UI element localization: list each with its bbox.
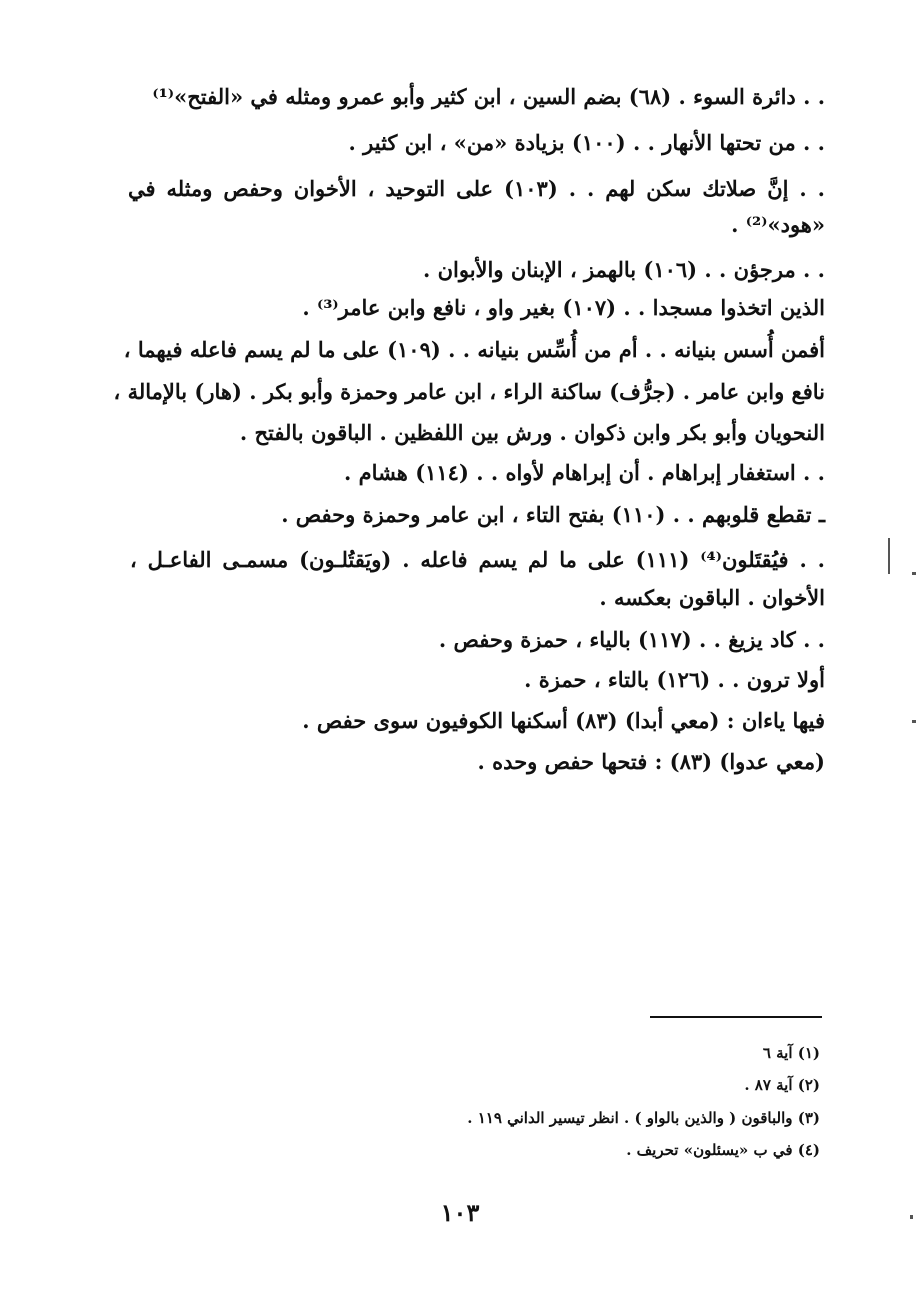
text-line: . . إنَّ صلاتك سكن لهم . . (١٠٣) على التوحيد ، الأخوان وحفص ومثله في: [128, 176, 825, 201]
text-line: نافع وابن عامر . (جرُّف) ساكنة الراء ، ابن عامر وحمزة وأبو بكر . (هار) بالإمالة ،: [113, 379, 825, 404]
text-line: «هود»⁽²⁾ .: [731, 212, 825, 237]
text-line: الذين اتخذوا مسجدا . . (١٠٧) بغير واو ، نافع وابن عامر⁽³⁾ .: [302, 295, 825, 320]
text-line: . . كاد يزيغ . . (١١٧) بالياء ، حمزة وحفص .: [438, 627, 825, 652]
text-line: . . فيُقتَلون⁽⁴⁾ (١١١) على ما لم يسم فاعله . (ويَقتُلـون) مسمـى الفاعـل ،: [130, 547, 825, 572]
footnote-separator: [650, 1016, 822, 1018]
text-line: (معي عدوا) (٨٣) : فتحها حفص وحده .: [477, 749, 825, 774]
footnote: (٢) آية ٨٧ .: [744, 1076, 820, 1094]
text-line: . . مرجؤن . . (١٠٦) بالهمز ، الإبنان والأبوان .: [422, 257, 825, 282]
text-line: فيها ياءان : (معي أبدا) (٨٣) أسكنها الكوفيون سوى حفص .: [302, 708, 825, 733]
footnote: (٣) والباقون ( والذين بالواو ) . انظر تيسير الداني ١١٩ .: [467, 1109, 820, 1127]
scan-mark: [912, 572, 916, 575]
footnote: (١) آية ٦: [762, 1044, 820, 1062]
scan-mark: [912, 720, 916, 723]
text-line: الأخوان . الباقون بعكسه .: [599, 585, 825, 610]
text-line: النحويان وأبو بكر وابن ذكوان . ورش بين اللفظين . الباقون بالفتح .: [239, 420, 825, 445]
text-line: أولا ترون . . (١٢٦) بالتاء ، حمزة .: [524, 667, 825, 692]
footnote: (٤) في ب «يسئلون» تحريف .: [626, 1141, 820, 1159]
text-line: أفمن أُسس بنيانه . . أم من أُسِّس بنيانه . . (١٠٩) على ما لم يسم فاعله فيهما ،: [123, 337, 825, 362]
scan-mark: [910, 1215, 913, 1219]
text-line: ـ تقطع قلوبهم . . (١١٠) بفتح التاء ، ابن عامر وحمزة وحفص .: [281, 502, 825, 527]
text-line: . . دائرة السوء . (٦٨) بضم السين ، ابن كثير وأبو عمرو ومثله في «الفتح»⁽¹⁾: [152, 84, 825, 109]
scan-mark: [888, 538, 890, 574]
page-number: ١٠٣: [440, 1198, 480, 1227]
text-line: . . استغفار إبراهام . أن إبراهام لأواه . . (١١٤) هشام .: [344, 460, 825, 485]
text-line: . . من تحتها الأنهار . . (١٠٠) بزيادة «من» ، ابن كثير .: [348, 130, 825, 155]
